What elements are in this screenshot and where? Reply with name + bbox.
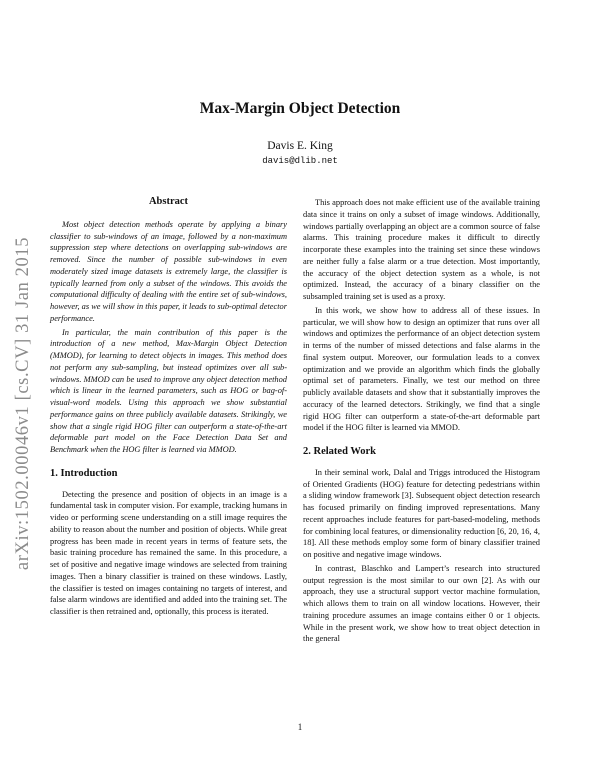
arxiv-id: arXiv:1502.00046v1 [cs.CV] 31 Jan 2015: [13, 236, 34, 570]
page-number: 1: [297, 722, 303, 732]
abstract-heading: Abstract: [148, 196, 189, 207]
body-paragraph: In this work, we show how to address all of these issues. In particular, we will show how to design an optimizer that runs over all windows and optimizes the performance of an object detection system in terms of the number of missed detections and false alarms in the final system output. Moreover, our formulation leads to a convex optimization and we provide an algorithm which finds the globally optimal set of parameters. Finally, we test our method on three publicly available datasets and show that it substantially improves the accuracy of the learned detectors. Strikingly, we find that a single rigid HOG filter can outperform a state-of-the-art deformable part model if the HOG filter is learned via MMOD.: [303, 305, 540, 433]
author-email: davis@dlib.net: [262, 156, 338, 166]
author-name: Davis E. King: [267, 140, 333, 152]
abstract-body: [50, 219, 287, 456]
body-paragraph: This approach does not make efficient use of the available training data since it trains on only a subset of image windows. Additionally, windows partially overlapping an object are a common source of false alarms. This training procedure makes it difficult to directly incorporate these examples into the training set since these windows are neither fully a false alarm or a true detection. Most importantly, the accuracy of the object detection system as a whole, is not optimized. Instead, the accuracy of a binary classifier on the subsampled training set is used as a proxy.: [303, 198, 540, 301]
right-column: [303, 197, 540, 647]
left-column: [50, 196, 287, 620]
introduction-heading: 1. Introduction: [50, 467, 118, 479]
related-work-paragraph: In contrast, Blaschko and Lampert’s research into structured output regression is the most similar to our own [2]. As with our approach, they use a structural support vector machine formulation, which allows them to train on all window locations. However, their training procedure assumes an image contains either 0 or 1 objects. While in the present work, we show how to treat object detection in the general: [303, 563, 540, 644]
related-work-heading: 2. Related Work: [303, 446, 377, 457]
related-work-paragraph: In their seminal work, Dalal and Triggs introduced the Histogram of Oriented Gradients (HOG) feature for detecting pedestrians within a sliding window framework [3]. Subsequent object detection research has focused primarily on finding improved representations. Many recent approaches include features for part-based-modeling, methods for combining local features, or dimensionality reduction [6, 20, 16, 4, 18]. All these methods employ some form of binary classifier trained on positive and negative image windows.: [303, 467, 540, 559]
abstract-paragraph: Most object detection methods operate by applying a binary classifier to sub-windows of an image, followed by a non-maximum suppression step where detections on overlapping sub-windows are removed. Since the number of possible sub-windows in even moderately sized image datasets is extremely large, the classifier is typically learned from only a subset of the windows. This avoids the computational difficulty of dealing with the entire set of sub-windows, however, as we will show in this paper, it leads to sub-optimal detector performance.: [50, 219, 287, 323]
paper-title: Max-Margin Object Detection: [199, 100, 401, 117]
arxiv-identifier-stamp: [4, 198, 44, 608]
abstract-paragraph: In particular, the main contribution of this paper is the introduction of a new method, Max-Margin Object Detection (MMOD), for learning to detect objects in images. This method does not perform any sub-sampling, but instead optimizes over all sub-windows. MMOD can be used to improve any object detection method which is linear in the learned parameters, such as HOG or bag-of-visual-word models. Using this approach we show substantial performance gains on three publicly available datasets. Strikingly, we show that a single rigid HOG filter can outperform a state-of-the-art deformable part model on the Face Detection Data Set and Benchmark when the HOG filter is learned via MMOD.: [50, 327, 287, 454]
introduction-paragraph: Detecting the presence and position of objects in an image is a fundamental task in computer vision. For example, tracking humans in video or performing scene understanding on a still image requires the ability to reason about the number and position of objects. While great progress has been made in recent years in terms of feature sets, the basic training procedure has remained the same. In this procedure, a set of positive and negative image windows are selected from training images. Then a binary classifier is trained on these windows. Lastly, the classifier is tested on images containing no targets of interest, and false alarm windows are identified and added into the training set. The classifier is then retrained and, optionally, this process is iterated.: [50, 489, 288, 616]
